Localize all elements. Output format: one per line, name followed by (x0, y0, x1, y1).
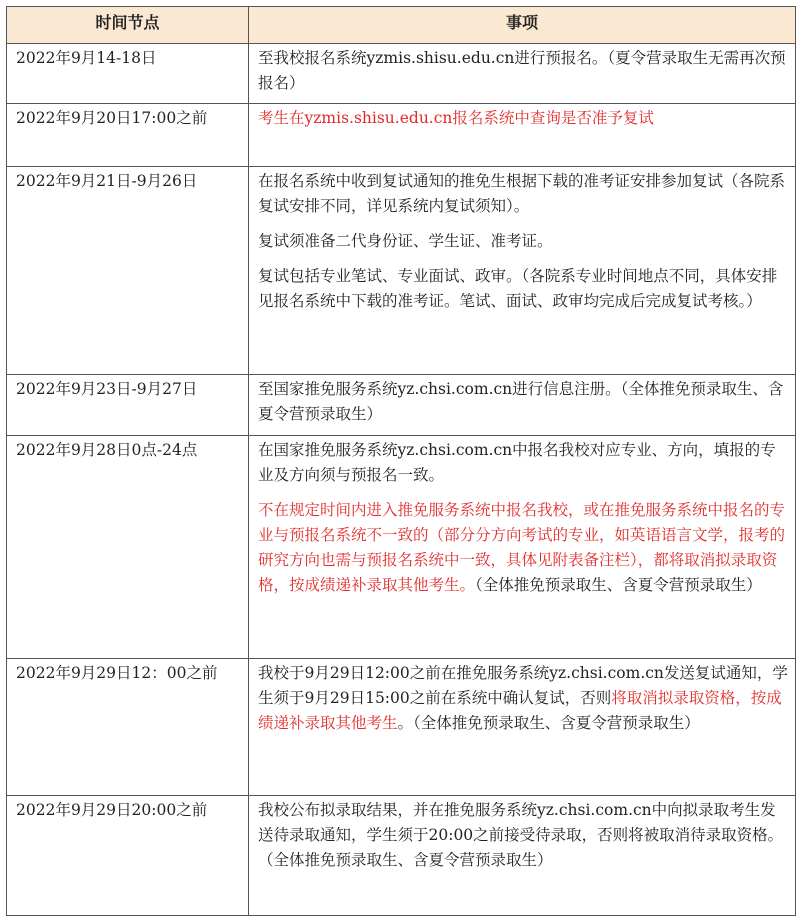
item-paragraph (258, 438, 789, 488)
table-row (7, 659, 796, 796)
item-paragraph (258, 661, 789, 736)
time-cell: 2022年9月21日-9月26日 (7, 167, 249, 375)
item-cell (249, 375, 796, 436)
item-text: 我校公布拟录取结果，并在推免服务系统yz.chsi.com.cn中向拟录取考生发送待录取通知，学生须于20:00之前接受待录取，否则将被取消待录取资格。（全体推免预录取生、含夏令营预录取生） (258, 801, 784, 869)
item-paragraph (258, 46, 789, 96)
item-paragraph (258, 169, 789, 219)
table-row (7, 436, 796, 659)
time-cell: 2022年9月28日0点-24点 (7, 436, 249, 659)
time-cell: 2022年9月14-18日 (7, 44, 249, 104)
time-cell: 2022年9月29日20:00之前 (7, 796, 249, 916)
item-text: （全体推免预录取生、含夏令营预录取生） (475, 576, 762, 594)
table-row (7, 104, 796, 167)
item-cell (249, 659, 796, 796)
table-row (7, 44, 796, 104)
header-time: 时间节点 (7, 7, 249, 44)
item-text: 至我校报名系统yzmis.shisu.edu.cn进行预报名。（夏令营录取生无需再次预报名） (258, 49, 786, 92)
item-paragraph (258, 798, 789, 873)
highlighted-text: 考生在yzmis.shisu.edu.cn报名系统中查询是否准予复试 (258, 109, 654, 127)
table-row (7, 375, 796, 436)
time-cell: 2022年9月20日17:00之前 (7, 104, 249, 167)
header-item: 事项 (249, 7, 796, 44)
item-text: 复试包括专业笔试、专业面试、政审。（各院系专业时间地点不同，具体安排见报名系统中下载的准考证。笔试、面试、政审均完成后完成复试考核。） (258, 267, 778, 310)
item-cell (249, 104, 796, 167)
item-cell (249, 796, 796, 916)
highlighted-text: 不在规定时间内进入推免服务系统中报名我校，或在推免服务系统中报名的专业与预报名系统不一致的（部分分方向考试的专业，如英语语言文学，报考的研究方向也需与预报名系统中一致，具体见附表备注栏），都将取消拟录取资格，按成绩递补录取其他考生。 (258, 501, 786, 594)
item-cell (249, 44, 796, 104)
item-text: 至国家推免服务系统yz.chsi.com.cn进行信息注册。（全体推免预录取生、含夏令营预录取生） (258, 380, 784, 423)
item-text: 在国家推免服务系统yz.chsi.com.cn中报名我校对应专业、方向，填报的专业及方向须与预报名一致。 (258, 441, 776, 484)
item-text: 我校于9月29日12:00之前在推免服务系统yz.chsi.com.cn发送复试通知，学生须于9月29日15:00之前在系统中确认复试，否则 (258, 664, 788, 707)
item-text: 。（全体推免预录取生、含夏令营预录取生） (397, 714, 700, 732)
item-paragraph (258, 264, 789, 314)
item-text: 复试须准备二代身份证、学生证、准考证。 (258, 232, 553, 250)
item-text: 在报名系统中收到复试通知的推免生根据下载的准考证安排参加复试（各院系复试安排不同，详见系统内复试须知）。 (258, 172, 786, 215)
time-cell: 2022年9月23日-9月27日 (7, 375, 249, 436)
item-paragraph (258, 106, 789, 131)
schedule-table (6, 6, 796, 916)
table-header-row (7, 7, 796, 44)
item-paragraph (258, 498, 789, 598)
item-paragraph (258, 377, 789, 427)
table-row (7, 796, 796, 916)
highlighted-text: 将取消拟录取资格，按成绩递补录取其他考生 (258, 689, 782, 732)
table-row (7, 167, 796, 375)
item-paragraph (258, 229, 789, 254)
item-cell (249, 436, 796, 659)
item-cell (249, 167, 796, 375)
time-cell: 2022年9月29日12：00之前 (7, 659, 249, 796)
table-body (7, 44, 796, 916)
